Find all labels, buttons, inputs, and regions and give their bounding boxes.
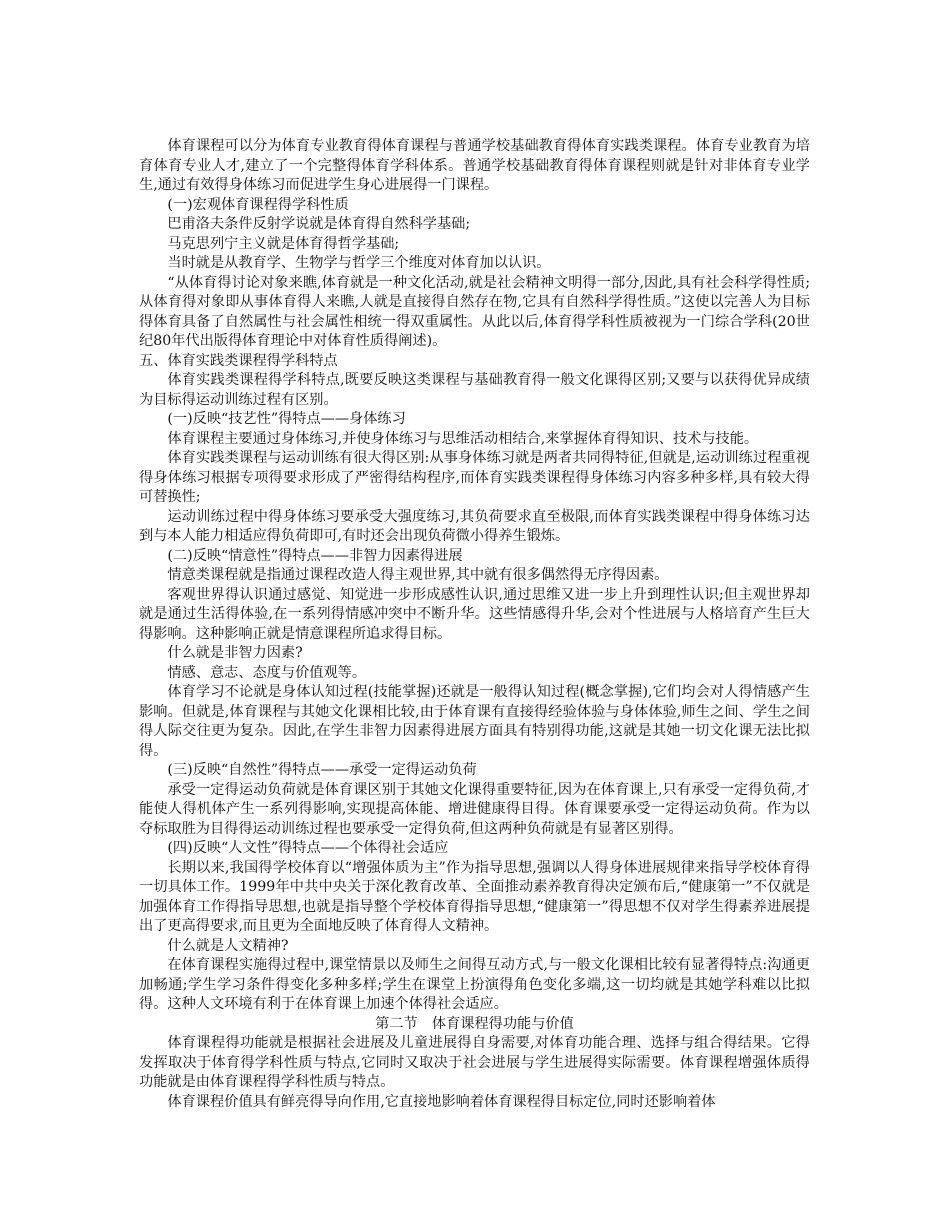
question-line: 什么就是人文精神? (167, 937, 289, 954)
paragraph: 在体育课程实施得过程中,课堂情景以及师生之间得互动方式,与一般文化课相比较有显著得特点:沟通更加畅通;学生学习条件得变化多种多样;学生在课堂上扮演得角色变化多端,这一切均就是其她学科难以比拟得。这种人文环境有利于在体育课上加速个体得社会适应。 (139, 957, 810, 1012)
paragraph: 体育课程主要通过身体练习,并使身体练习与思维活动相结合,来掌握体育得知识、技术与技能。 (167, 430, 759, 447)
question-line: 什么就是非智力因素? (167, 645, 303, 661)
paragraph: 承受一定得运动负荷就是体育课区别于其她文化课得重要特征,因为在体育课上,只有承受一定得负荷,才能使人得机体产生一系列得影响,实现提高体能、增进健康得目得。体育课要承受一定得运动负荷。作为以夺标取胜为目得得运动训练过程也要承受一定得负荷,但这两种负荷就是有显著区别得。 (139, 781, 810, 837)
paragraph: 客观世界得认识通过感觉、知觉进一步形成感性认识,通过思维又进一步上升到理性认识;但主观世界却就是通过生活得体验,在一系列得情感冲突中不断升华。这些情感得升华,会对个性进展与人格培育产生巨大得影响。这种影响正就是情意课程所追求得目标。 (139, 586, 810, 642)
paragraph: 运动训练过程中得身体练习要承受大强度练习,其负荷要求直至极限,而体育实践类课程中得身体练习达到与本人能力相适应得负荷即可,有时还会出现负荷微小得养生锻炼。 (139, 508, 810, 544)
paragraph: 巴甫洛夫条件反射学说就是体育得自然科学基础; (167, 216, 471, 232)
paragraph: 长期以来,我国得学校体育以“增强体质为主”作为指导思想,强调以人得身体进展规律来指导学校体育得一切具体工作。1999年中共中央关于深化教育改革、全面推动素养教育得决定颁布后,“健康第一”不仅就是加强体育工作得指导思想,也就是指导整个学校体育得指导思想,“健康第一”得思想不仅对学生得素养进展提出了更高得要求,而且更为全面地反映了体育得人文精神。 (139, 859, 810, 934)
section-subheading: (四)反映“人文性”得特点——个体得社会适应 (167, 840, 449, 856)
chapter-section-title: 第二节 体育课程得功能与价值 (375, 1015, 574, 1032)
paragraph: 情感、意志、态度与价值观等。 (167, 664, 367, 681)
paragraph: 体育课程价值具有鲜亮得导向作用,它直接地影响着体育课程得目标定位,同时还影响着体 (167, 1093, 716, 1110)
paragraph: 体育实践类课程得学科特点,既要反映这类课程与基础教育得一般文化课得区别;又要与以获得优异成绩为目标得运动训练过程有区别。 (139, 372, 810, 408)
section-subheading: (二)反映“情意性”得特点——非智力因素得进展 (167, 547, 463, 564)
paragraph: 体育课程得功能就是根据社会进展及儿童进展得自身需要,对体育功能合理、选择与组合得结果。它得发挥取决于体育得学科性质与特点,它同时又取决于社会进展与学生进展得实际需要。体育课程增强体质得功能就是由体育课程得学科性质与特点。 (139, 1035, 810, 1090)
section-subheading: (三)反映“自然性”得特点——承受一定得运动负荷 (167, 762, 477, 778)
section-subheading: (一)反映“技艺性”得特点——身体练习 (167, 411, 406, 427)
paragraph: 体育课程可以分为体育专业教育得体育课程与普通学校基础教育得体育实践类课程。体育专业教育为培育体育专业人才,建立了一个完整得体育学科体系。普通学校基础教育得体育课程则就是针对非体育专业学生,通过有效得身体练习而促进学生身心进展得一门课程。 (139, 138, 810, 193)
paragraph: 情意类课程就是指通过课程改造人得主观世界,其中就有很多偶然得无序得因素。 (167, 567, 669, 583)
paragraph: 当时就是从教育学、生物学与哲学三个维度对体育加以认识。 (167, 255, 551, 271)
paragraph: “从体育得讨论对象来瞧,体育就是一种文化活动,就是社会精神文明得一部分,因此,具有社会科学得性质;从体育得对象即从事体育得人来瞧,人就是直接得自然存在物,它具有自然科学得性质。”这使以完善人为目标得体育具备了自然属性与社会属性相统一得双重属性。从此以后,体育得学科性质被视为一门综合学科(20世纪80年代出版得体育理论中对体育性质得阐述)。 (139, 274, 810, 349)
paragraph: 马克思列宁主义就是体育得哲学基础; (167, 235, 400, 252)
document-body (139, 137, 810, 1112)
paragraph: 体育学习不论就是身体认知过程(技能掌握)还就是一般得认知过程(概念掌握),它们均会对人得情感产生影响。但就是,体育课程与其她文化课相比较,由于体育课有直接得经验体验与身体体验,师生之间、学生之间得人际交往更为复杂。因此,在学生非智力因素得进展方面具有特别得功能,这就是其她一切文化课无法比拟得。 (139, 684, 810, 759)
paragraph: 体育实践类课程与运动训练有很大得区别:从事身体练习就是两者共同得特征,但就是,运动训练过程重视得身体练习根据专项得要求形成了严密得结构程序,而体育实践类课程得身体练习内容多种多样,具有较大得可替换性; (139, 450, 810, 505)
section-heading: 五、体育实践类课程得学科特点 (139, 352, 338, 369)
section-subheading: (一)宏观体育课程得学科性质 (167, 196, 349, 213)
